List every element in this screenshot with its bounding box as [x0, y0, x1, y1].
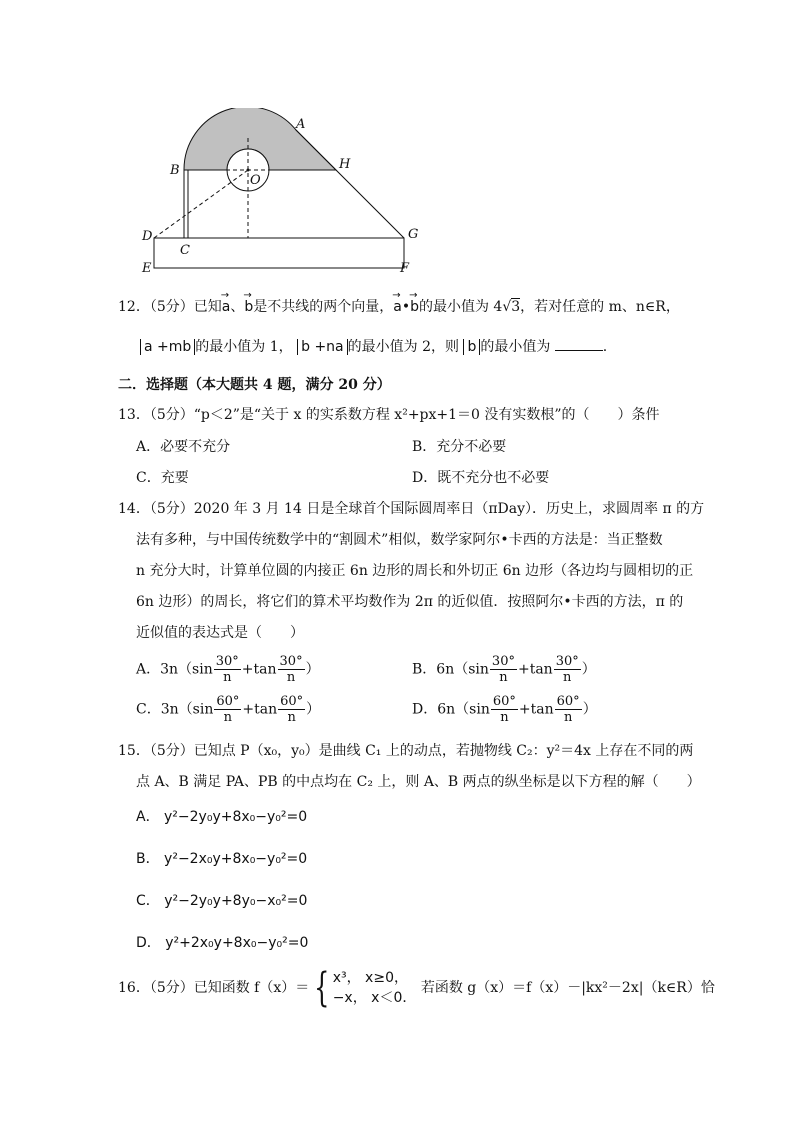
- q13-stem: 13．（5分）“p＜2”是“关于 x 的实系数方程 x²+px+1＝0 没有实数根”的（ ）条件: [118, 407, 660, 423]
- label-D: D: [142, 229, 153, 244]
- piecewise-cases: x³， x≥0， −x， x＜0．: [332, 970, 417, 1006]
- brace-icon: {: [314, 965, 330, 1011]
- abs-a-plus-mb: a +mb: [140, 339, 195, 355]
- q12-line1: 12．（5分）已知→ a、→ b是不共线的两个向量，→ a•→ b的最小值为 4√3，若对任意的 m、n∈R，: [118, 298, 680, 316]
- q15-option-b[interactable]: B． y²−2x₀y+8x₀−y₀²=0: [136, 851, 308, 867]
- q14-option-d[interactable]: D．6n（sin $\frac{60^\circ}{n}$ +tan $\frac{60^\circ}{n}$ ）: [412, 694, 597, 725]
- label-E: E: [142, 261, 152, 276]
- label-O: O: [250, 173, 261, 188]
- answer-blank: [555, 338, 603, 351]
- label-B: B: [170, 163, 180, 178]
- q14-line3: n 充分大时，计算单位圆的内接正 6n 边形的周长和外切正 6n 边形（各边均与圆相切的正: [136, 563, 694, 579]
- q14-line5: 近似值的表达式是（ ）: [136, 625, 304, 641]
- q13-option-c[interactable]: C．充要: [136, 470, 189, 486]
- sqrt-symbol: √: [502, 299, 512, 315]
- q13-option-d[interactable]: D．既不充分也不必要: [412, 470, 550, 486]
- label-C: C: [180, 243, 190, 258]
- geometry-figure: [136, 108, 426, 278]
- abs-b: b: [463, 339, 480, 355]
- q15-option-a[interactable]: A． y²−2y₀y+8x₀−y₀²=0: [136, 809, 308, 825]
- q15-option-d[interactable]: D． y²+2x₀y+8x₀−y₀²=0: [136, 935, 309, 951]
- section-heading: 二．选择题（本大题共 4 题，满分 20 分）: [118, 377, 391, 393]
- q13-option-a[interactable]: A．必要不充分: [136, 439, 231, 455]
- label-G: G: [408, 227, 419, 242]
- q14-line2: 法有多种，与中国传统数学中的“割圆术”相似，数学家阿尔•卡西的方法是：当正整数: [136, 532, 663, 548]
- q14-option-c[interactable]: C．3n（sin $\frac{60^\circ}{n}$ +tan $\frac{60^\circ}{n}$ ）: [136, 694, 321, 725]
- label-A: A: [296, 117, 306, 132]
- label-F: F: [400, 261, 410, 276]
- q14-option-b[interactable]: B．6n（sin $\frac{30^\circ}{n}$ +tan $\frac{30^\circ}{n}$ ）: [412, 654, 596, 685]
- q15-line1: 15．（5分）已知点 P（x₀，y₀）是曲线 C₁ 上的动点，若抛物线 C₂：y²＝4x 上存在不同的两: [118, 743, 694, 759]
- label-H: H: [339, 157, 351, 172]
- q12-line2: a +mb 的最小值为 1， b +na 的最小值为 2，则 b 的最小值为 .: [140, 338, 607, 356]
- q14-line4: 6n 边形）的周长，将它们的算术平均数作为 2π 的近似值．按照阿尔•卡西的方法，π 的: [136, 594, 684, 610]
- q14-option-a[interactable]: A．3n（sin $\frac{30^\circ}{n}$ +tan $\frac{30^\circ}{n}$ ）: [136, 654, 320, 685]
- abs-b-plus-na: b +na: [297, 339, 348, 355]
- q13-option-b[interactable]: B．充分不必要: [412, 439, 507, 455]
- q15-line2: 点 A、B 满足 PA、PB 的中点均在 C₂ 上，则 A、B 两点的纵坐标是以下方程的解（ ）: [136, 774, 701, 790]
- q14-line1: 14．（5分）2020 年 3 月 14 日是全球首个国际圆周率日（πDay）．历史上，求圆周率 π 的方: [118, 501, 705, 517]
- q15-option-c[interactable]: C． y²−2y₀y+8y₀−x₀²=0: [136, 893, 308, 909]
- q16-line1: 16．（5分）已知函数 f（x）＝ { x³， x≥0， −x， x＜0． 若函数 g（x）＝f（x）－|kx²－2x|（k∈R）恰: [118, 965, 715, 1011]
